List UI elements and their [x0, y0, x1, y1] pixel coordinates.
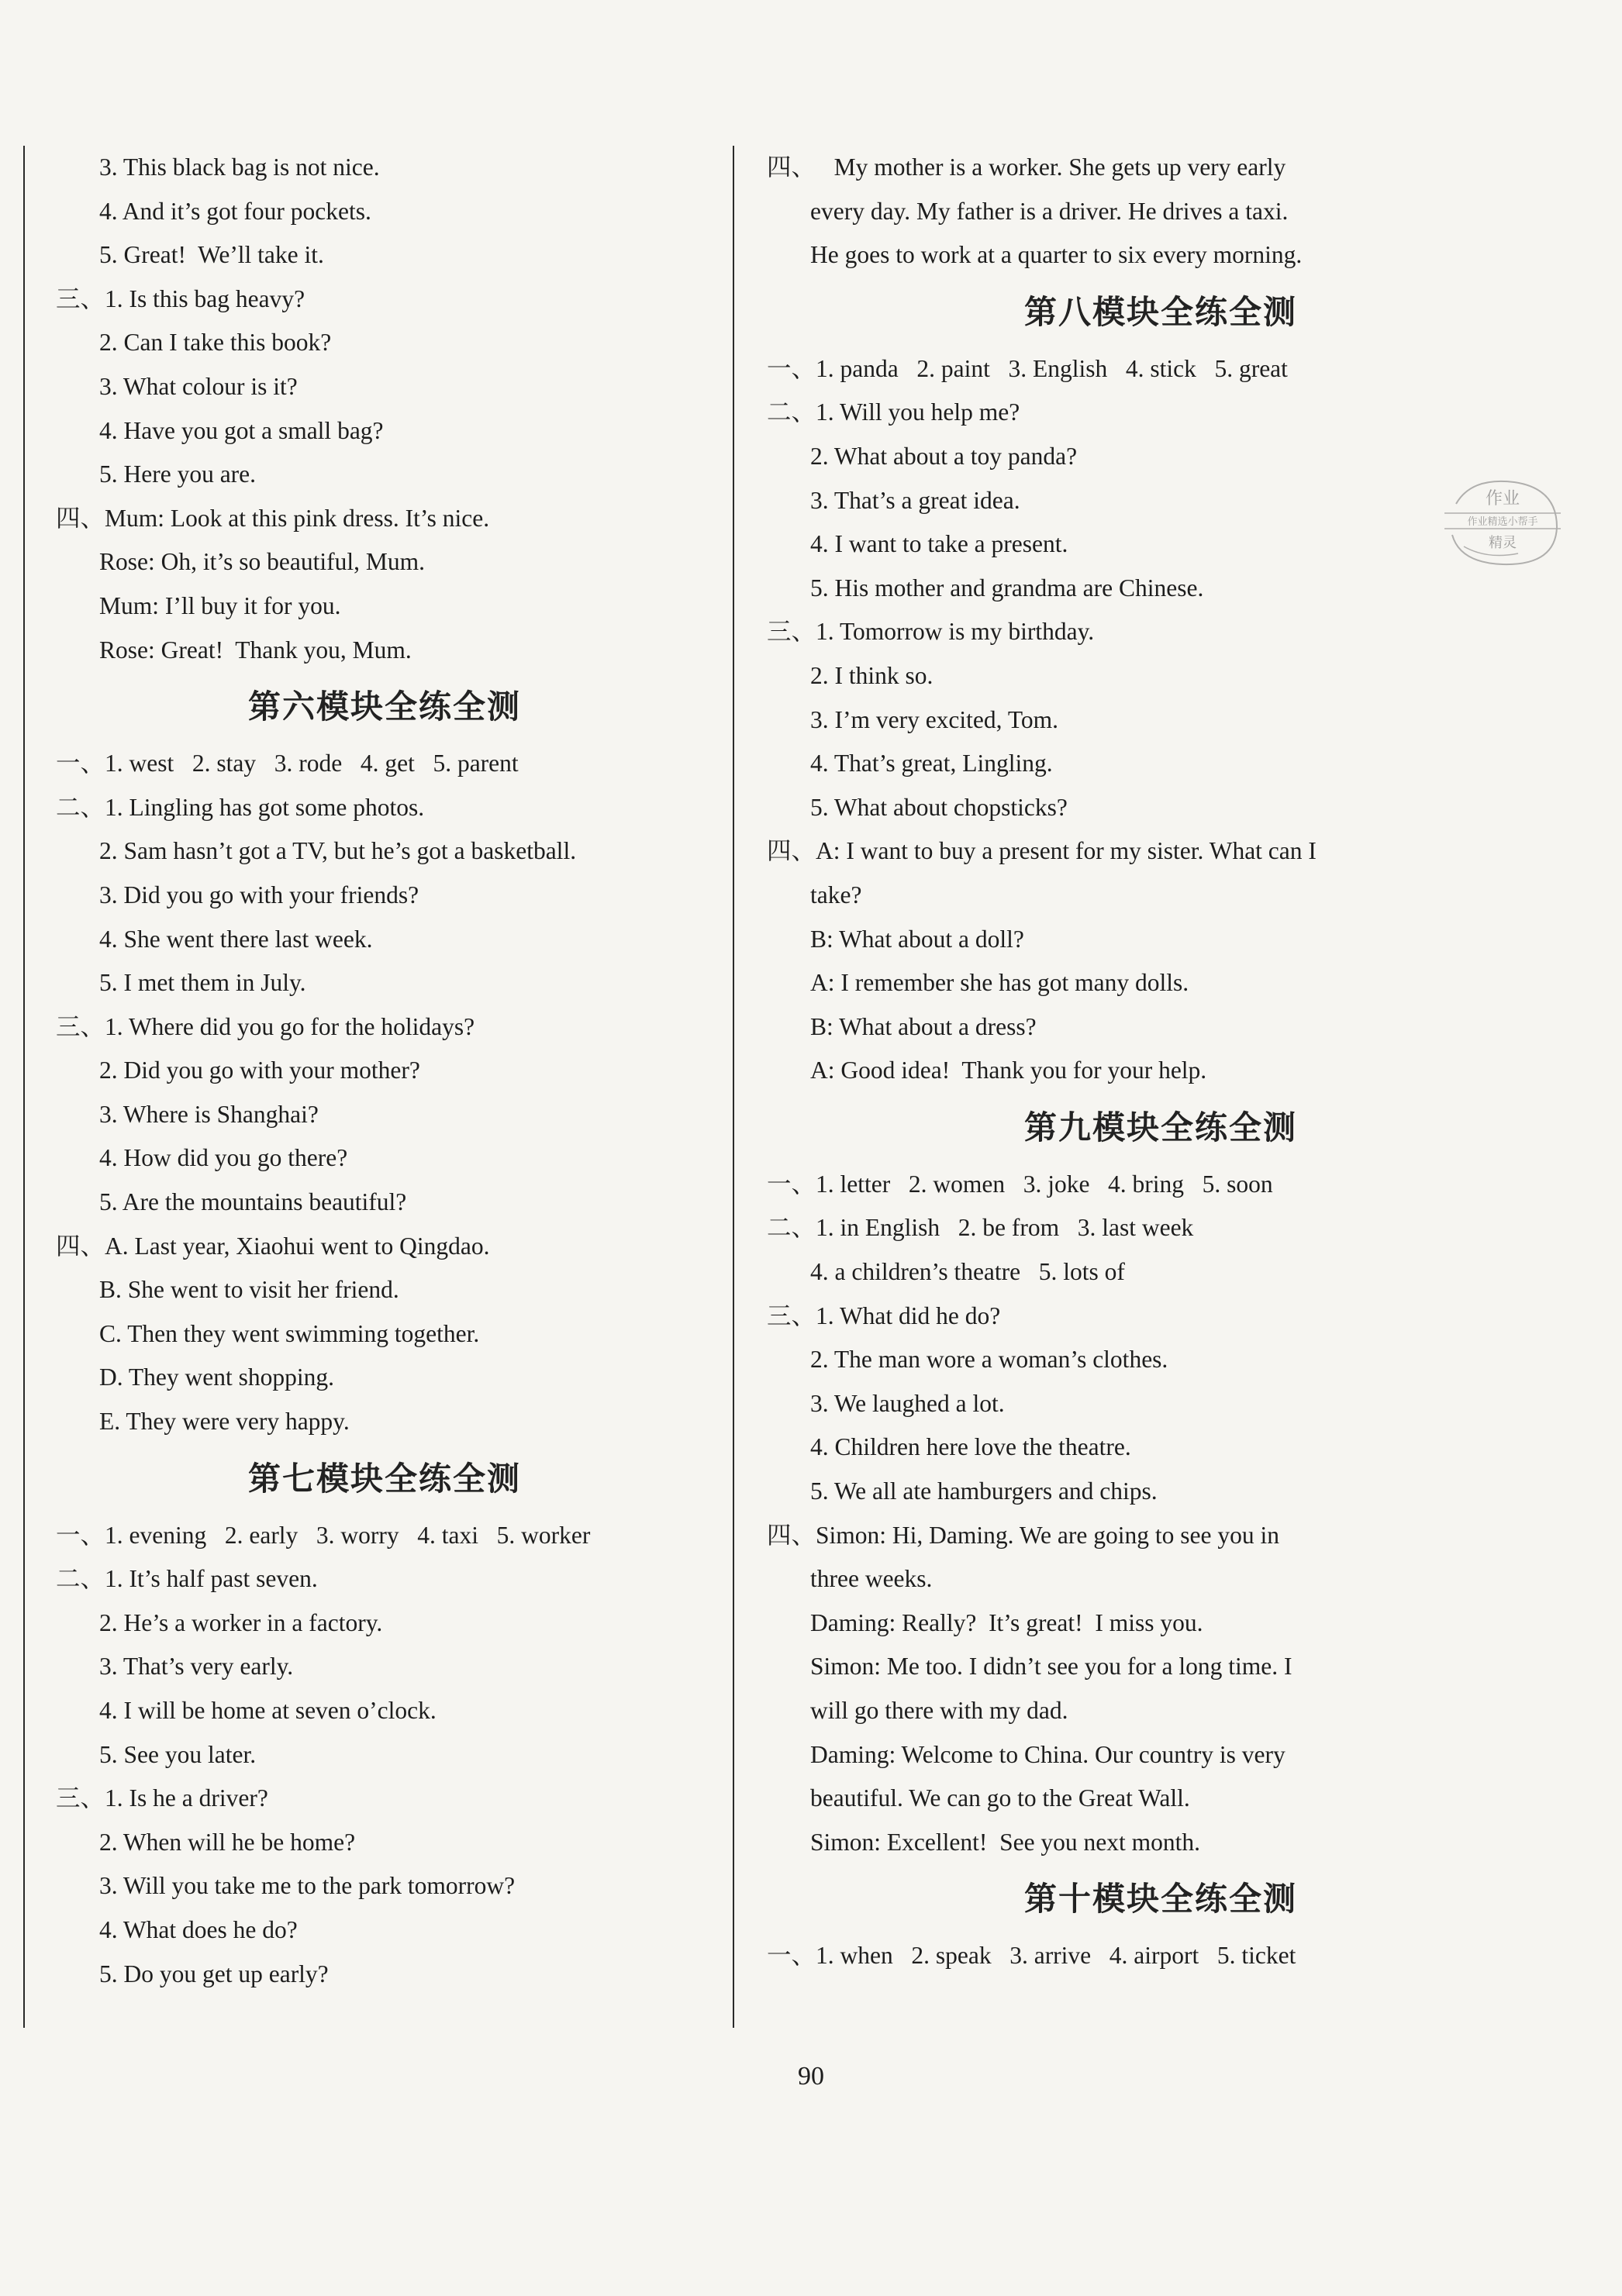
answer-text: 4. I will be home at seven o’clock. — [99, 1697, 437, 1724]
answer-text: 1. in English 2. be from 3. last week — [816, 1214, 1194, 1242]
answer-line — [767, 1426, 1555, 1470]
answer-text: 1. evening 2. early 3. worry 4. taxi 5. worker — [105, 1521, 591, 1549]
answer-text: He goes to work at a quarter to six every morning. — [810, 241, 1303, 269]
answer-text: A. Last year, Xiaohui went to Qingdao. — [105, 1232, 490, 1260]
answer-text: take? — [810, 881, 862, 908]
question-start-line — [767, 610, 1555, 654]
question-number: 一、 — [56, 1521, 105, 1549]
question-start-line — [767, 829, 1555, 874]
answer-text: Daming: Welcome to China. Our country is very — [810, 1740, 1286, 1768]
answer-text: 1. What did he do? — [816, 1301, 1001, 1329]
answer-line — [767, 1250, 1555, 1295]
answer-text: 3. Did you go with your friends? — [99, 881, 419, 908]
question-number: 二、 — [767, 1214, 816, 1242]
answer-text: 4. How did you go there? — [99, 1144, 348, 1172]
answer-text: Simon: Hi, Daming. We are going to see you in — [816, 1521, 1279, 1549]
answer-line — [56, 321, 713, 365]
answer-text: 5. Do you get up early? — [99, 1960, 329, 1987]
answer-text: 4. a children’s theatre 5. lots of — [810, 1258, 1125, 1286]
answer-line — [767, 1733, 1555, 1777]
answer-text: 3. That’s very early. — [99, 1653, 294, 1681]
answer-text: Mum: Look at this pink dress. It’s nice. — [105, 504, 490, 532]
answer-text: 2. What about a toy panda? — [810, 442, 1078, 470]
question-number: 三、 — [767, 1301, 816, 1329]
question-start-line — [56, 1005, 713, 1050]
section-heading: 第十模块全练全测 — [1023, 1880, 1297, 1919]
answer-text: 5. See you later. — [99, 1740, 257, 1768]
answer-line — [767, 1689, 1555, 1733]
answer-line — [767, 190, 1555, 234]
answer-line — [56, 1733, 713, 1777]
answer-line — [56, 1312, 713, 1357]
section-heading: 第九模块全练全测 — [1023, 1108, 1297, 1146]
answer-text: 3. I’m very excited, Tom. — [810, 705, 1058, 733]
answer-line — [767, 522, 1555, 567]
answer-text: A: Good idea! Thank you for your help. — [810, 1057, 1207, 1084]
answer-text: 5. We all ate hamburgers and chips. — [810, 1477, 1158, 1505]
answer-text: C. Then they went swimming together. — [99, 1319, 480, 1347]
left-column — [23, 146, 713, 2028]
answer-text: 5. Great! We’ll take it. — [99, 241, 324, 269]
question-number: 三、 — [56, 1784, 105, 1812]
answer-text: 2. Did you go with your mother? — [99, 1057, 420, 1084]
answer-text: B. She went to visit her friend. — [99, 1276, 399, 1304]
question-start-line — [56, 1557, 713, 1601]
answer-line — [56, 961, 713, 1005]
svg-text:精灵: 精灵 — [1489, 535, 1517, 551]
answer-text: 4. Children here love the theatre. — [810, 1433, 1131, 1461]
question-start-line — [56, 786, 713, 830]
section-heading: 第八模块全练全测 — [1023, 292, 1297, 331]
answer-line — [56, 874, 713, 918]
answer-text: 4. Have you got a small bag? — [99, 416, 384, 444]
answer-line — [767, 435, 1555, 479]
answer-line — [56, 146, 713, 190]
answer-line — [56, 540, 713, 584]
answer-text: 2. Can I take this book? — [99, 329, 332, 357]
answer-text: 3. That’s a great idea. — [810, 486, 1020, 514]
question-number: 一、 — [767, 1942, 816, 1970]
answer-line — [767, 961, 1555, 1005]
answer-text: 1. Where did you go for the holidays? — [105, 1012, 475, 1040]
answer-line — [56, 1049, 713, 1093]
question-start-line — [56, 1514, 713, 1558]
answer-text: 4. I want to take a present. — [810, 530, 1068, 558]
answer-line — [56, 1953, 713, 1997]
answer-text: Mum: I’ll buy it for you. — [99, 591, 341, 619]
answer-text: Simon: Me too. I didn’t see you for a long time. I — [810, 1653, 1292, 1681]
answer-text: 1. Lingling has got some photos. — [105, 793, 425, 821]
answer-text: 1. west 2. stay 3. rode 4. get 5. parent — [105, 750, 519, 777]
answer-line — [56, 233, 713, 278]
answer-line — [56, 1356, 713, 1400]
answer-line — [767, 1005, 1555, 1050]
answer-line — [767, 1777, 1555, 1821]
answer-text: 2. When will he be home? — [99, 1828, 356, 1856]
answer-text: 1. Will you help me? — [816, 398, 1020, 426]
question-start-line — [56, 1777, 713, 1821]
question-number: 三、 — [767, 618, 816, 646]
answer-line — [767, 233, 1555, 278]
answer-text: Rose: Oh, it’s so beautiful, Mum. — [99, 548, 425, 576]
question-number: 一、 — [56, 750, 105, 777]
answer-text: My mother is a worker. She gets up very early — [816, 153, 1286, 181]
answer-line — [767, 479, 1555, 523]
answer-line — [767, 1338, 1555, 1382]
answer-text: 5. Here you are. — [99, 460, 257, 488]
question-number: 四、 — [767, 153, 816, 181]
question-start-line — [767, 1295, 1555, 1339]
answer-text: 4. That’s great, Lingling. — [810, 750, 1053, 777]
answer-line — [767, 1557, 1555, 1601]
answer-text: 3. Will you take me to the park tomorrow? — [99, 1872, 516, 1900]
question-number: 四、 — [56, 504, 105, 532]
question-number: 二、 — [56, 1565, 105, 1593]
answer-text: Daming: Really? It’s great! I miss you. — [810, 1608, 1203, 1636]
answer-line — [767, 698, 1555, 743]
answer-line — [56, 1645, 713, 1689]
answer-line — [767, 1049, 1555, 1093]
question-number: 四、 — [56, 1232, 105, 1260]
answer-text: 2. He’s a worker in a factory. — [99, 1608, 383, 1636]
answer-line — [56, 584, 713, 629]
answer-text: D. They went shopping. — [99, 1363, 335, 1391]
answer-line — [56, 1601, 713, 1646]
question-number: 一、 — [767, 354, 816, 382]
answer-text: Simon: Excellent! See you next month. — [810, 1828, 1201, 1856]
answer-line — [767, 1821, 1555, 1865]
question-number: 三、 — [56, 284, 105, 312]
question-start-line — [767, 391, 1555, 435]
answer-text: every day. My father is a driver. He drives a taxi. — [810, 197, 1289, 225]
answer-text: B: What about a dress? — [810, 1012, 1037, 1040]
answer-line — [56, 1821, 713, 1865]
question-number: 四、 — [767, 1521, 816, 1549]
svg-text:作业: 作业 — [1485, 489, 1520, 508]
answer-text: 5. Are the mountains beautiful? — [99, 1188, 407, 1216]
question-start-line — [767, 1514, 1555, 1558]
answer-text: 1. Is he a driver? — [105, 1784, 268, 1812]
answer-text: 5. What about chopsticks? — [810, 793, 1068, 821]
answer-line — [767, 567, 1555, 611]
answer-text: 1. Is this bag heavy? — [105, 284, 305, 312]
answer-line — [56, 1093, 713, 1137]
answer-line — [767, 1470, 1555, 1514]
question-start-line — [767, 1163, 1555, 1207]
answer-text: 5. His mother and grandma are Chinese. — [810, 574, 1204, 602]
question-number: 二、 — [56, 793, 105, 821]
answer-text: three weeks. — [810, 1565, 933, 1593]
answer-text: 4. What does he do? — [99, 1915, 298, 1943]
answer-text: beautiful. We can go to the Great Wall. — [810, 1784, 1190, 1812]
watermark-stamp — [1441, 473, 1565, 574]
answer-line — [767, 742, 1555, 786]
answer-text: 1. when 2. speak 3. arrive 4. airport 5. ticket — [816, 1942, 1296, 1970]
answer-text: will go there with my dad. — [810, 1697, 1068, 1724]
answer-line — [56, 918, 713, 962]
answer-text: 1. It’s half past seven. — [105, 1565, 318, 1593]
question-start-line — [767, 1934, 1555, 1978]
answer-text: 1. panda 2. paint 3. English 4. stick 5. great — [816, 354, 1288, 382]
answer-line — [767, 654, 1555, 698]
page-number: 90 — [798, 2062, 824, 2091]
answer-text: A: I remember she has got many dolls. — [810, 969, 1189, 997]
answer-text: 3. We laughed a lot. — [810, 1389, 1005, 1417]
answer-text: 3. Where is Shanghai? — [99, 1100, 319, 1128]
question-number: 二、 — [767, 398, 816, 426]
answer-line — [56, 1400, 713, 1444]
answer-line — [56, 829, 713, 874]
answer-line — [767, 1645, 1555, 1689]
answer-line — [56, 629, 713, 673]
answer-line — [767, 786, 1555, 830]
answer-text: B: What about a doll? — [810, 925, 1024, 953]
answer-line — [56, 1136, 713, 1181]
question-start-line — [767, 146, 1555, 190]
answer-line — [56, 1268, 713, 1312]
answer-line — [56, 1689, 713, 1733]
answer-line — [56, 365, 713, 409]
answer-line — [767, 1382, 1555, 1426]
answer-text: 3. What colour is it? — [99, 372, 298, 400]
answer-text: 2. The man wore a woman’s clothes. — [810, 1346, 1168, 1374]
answer-line — [56, 1908, 713, 1953]
answer-text: 5. I met them in July. — [99, 969, 306, 997]
answer-text: 4. And it’s got four pockets. — [99, 197, 371, 225]
question-start-line — [767, 347, 1555, 391]
answer-text: E. They were very happy. — [99, 1408, 350, 1436]
answer-text: 2. I think so. — [810, 661, 934, 689]
answer-line — [56, 190, 713, 234]
answer-line — [767, 1601, 1555, 1646]
question-start-line — [56, 278, 713, 322]
question-number: 一、 — [767, 1170, 816, 1198]
answer-text: 3. This black bag is not nice. — [99, 153, 380, 181]
answer-text: Rose: Great! Thank you, Mum. — [99, 636, 412, 664]
answer-text: A: I want to buy a present for my sister. What can I — [816, 837, 1317, 865]
answer-line — [767, 918, 1555, 962]
question-start-line — [767, 1206, 1555, 1250]
question-number: 三、 — [56, 1012, 105, 1040]
answer-line — [56, 1181, 713, 1225]
question-start-line — [56, 1225, 713, 1269]
question-start-line — [56, 497, 713, 541]
answer-line — [56, 1864, 713, 1908]
section-heading: 第六模块全练全测 — [247, 688, 521, 726]
right-column — [733, 146, 1555, 2028]
answer-text: 4. She went there last week. — [99, 925, 373, 953]
question-number: 四、 — [767, 837, 816, 865]
question-start-line — [56, 742, 713, 786]
svg-text:作业精选小帮手: 作业精选小帮手 — [1467, 516, 1538, 528]
answer-text: 2. Sam hasn’t got a TV, but he’s got a basketball. — [99, 837, 577, 865]
answer-line — [56, 453, 713, 497]
answer-line — [767, 874, 1555, 918]
section-heading: 第七模块全练全测 — [247, 1459, 521, 1498]
answer-text: 1. letter 2. women 3. joke 4. bring 5. soon — [816, 1170, 1273, 1198]
answer-line — [56, 409, 713, 453]
answer-text: 1. Tomorrow is my birthday. — [816, 618, 1095, 646]
